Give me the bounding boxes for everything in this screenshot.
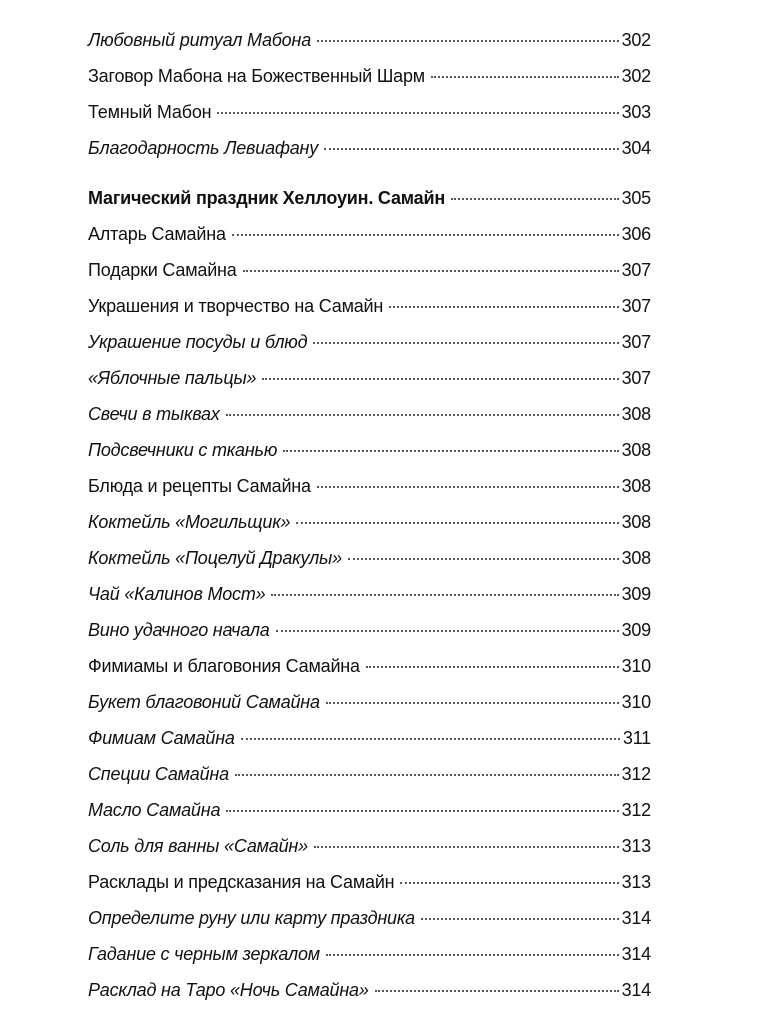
- dot-leader: [421, 918, 619, 920]
- toc-entry-page: 314: [621, 980, 651, 1000]
- dot-leader: [314, 846, 619, 848]
- toc-entry-title: Букет благовоний Самайна: [88, 692, 320, 712]
- toc-entry-title: Магический праздник Хеллоуин. Самайн: [88, 188, 445, 208]
- toc-entry-title: Чай «Калинов Мост»: [88, 584, 266, 604]
- toc-entry-page: 313: [621, 836, 651, 856]
- toc-entry: [88, 612, 651, 648]
- toc-entry-page: 310: [621, 692, 651, 712]
- toc-entry: [88, 864, 651, 900]
- toc-entry-title: Подарки Самайна: [88, 260, 237, 280]
- toc-entry-page: 308: [621, 476, 651, 496]
- dot-leader: [283, 450, 618, 452]
- dot-leader: [296, 522, 618, 524]
- dot-leader: [217, 112, 618, 114]
- toc-entry-page: 314: [621, 908, 651, 928]
- toc-entry-page: 309: [621, 584, 651, 604]
- toc-entry-title: Благодарность Левиафану: [88, 138, 319, 158]
- dot-leader: [389, 306, 618, 308]
- toc-entry-title: Коктейль «Поцелуй Дракулы»: [88, 548, 342, 568]
- toc-entry-page: 303: [621, 102, 651, 122]
- toc-entry-title: Фимиамы и благовония Самайна: [88, 656, 360, 676]
- toc-entry: [88, 576, 651, 612]
- toc-entry: [88, 22, 651, 58]
- toc-entry: [88, 756, 651, 792]
- dot-leader: [400, 882, 618, 884]
- toc-entry-title: Любовный ритуал Мабона: [88, 30, 312, 50]
- dot-leader: [232, 234, 619, 236]
- toc-entry: [88, 58, 651, 94]
- toc-entry-page: 304: [621, 138, 651, 158]
- toc-entry: [88, 288, 651, 324]
- dot-leader: [235, 774, 619, 776]
- toc-entry: [88, 972, 651, 1008]
- toc-entry-page: 311: [622, 728, 651, 748]
- toc-entry-title: Блюда и рецепты Самайна: [88, 476, 311, 496]
- toc-entry-page: 307: [621, 368, 651, 388]
- toc-entry-title: Вино удачного начала: [88, 620, 270, 640]
- toc-entry: [88, 648, 651, 684]
- dot-leader: [317, 40, 619, 42]
- dot-leader: [313, 342, 618, 344]
- toc-entry-page: 307: [621, 296, 651, 316]
- dot-leader: [317, 486, 619, 488]
- dot-leader: [226, 810, 618, 812]
- toc-entry-page: 312: [621, 764, 651, 784]
- toc-entry-page: 308: [621, 548, 651, 568]
- toc-entry: [88, 432, 651, 468]
- toc-entry: [88, 94, 651, 130]
- toc-entry-page: 305: [621, 188, 651, 208]
- toc-entry: [88, 504, 651, 540]
- toc-entry: [88, 792, 651, 828]
- toc-entry: [88, 324, 651, 360]
- toc-entry: [88, 900, 651, 936]
- toc-entry: [88, 720, 651, 756]
- toc-entry-page: 308: [621, 404, 651, 424]
- toc-entry: [88, 540, 651, 576]
- dot-leader: [226, 414, 619, 416]
- toc-entry-page: 309: [621, 620, 651, 640]
- toc-entry-page: 302: [621, 30, 651, 50]
- toc-entry-title: Коктейль «Могильщик»: [88, 512, 291, 532]
- toc-entry: [88, 396, 651, 432]
- toc-entry-title: Гадание с черным зеркалом: [88, 944, 320, 964]
- toc-entry-title: Определите руну или карту праздника: [88, 908, 415, 928]
- toc-entry: [88, 468, 651, 504]
- toc-entry: [88, 360, 651, 396]
- toc-entry-title: Масло Самайна: [88, 800, 221, 820]
- toc-entry-page: 302: [621, 66, 651, 86]
- toc-entry-page: 312: [621, 800, 651, 820]
- toc-entry-page: 306: [621, 224, 651, 244]
- dot-leader: [243, 270, 619, 272]
- toc-entry-title: Специи Самайна: [88, 764, 229, 784]
- toc-entry-page: 308: [621, 512, 651, 532]
- toc-entry-title: Подсвечники с тканью: [88, 440, 278, 460]
- dot-leader: [366, 666, 619, 668]
- toc-entry-title: Заговор Мабона на Божественный Шарм: [88, 66, 425, 86]
- toc-entry-title: Украшение посуды и блюд: [88, 332, 308, 352]
- toc-entry-page: 314: [621, 944, 651, 964]
- dot-leader: [262, 378, 618, 380]
- toc-entry: [88, 828, 651, 864]
- table-of-contents: [88, 22, 651, 1008]
- toc-entry-title: «Яблочные пальцы»: [88, 368, 257, 388]
- toc-entry-page: 308: [621, 440, 651, 460]
- toc-entry: [88, 684, 651, 720]
- toc-entry-title: Украшения и творчество на Самайн: [88, 296, 384, 316]
- dot-leader: [324, 148, 619, 150]
- toc-section-heading: [88, 180, 651, 216]
- toc-entry: [88, 216, 651, 252]
- toc-entry-title: Фимиам Самайна: [88, 728, 235, 748]
- toc-entry-title: Алтарь Самайна: [88, 224, 226, 244]
- toc-entry-title: Темный Мабон: [88, 102, 212, 122]
- toc-entry-page: 310: [621, 656, 651, 676]
- toc-entry-title: Расклады и предсказания на Самайн: [88, 872, 395, 892]
- toc-entry: [88, 252, 651, 288]
- toc-entry-title: Расклад на Таро «Ночь Самайна»: [88, 980, 369, 1000]
- dot-leader: [451, 198, 619, 200]
- toc-entry-title: Свечи в тыквах: [88, 404, 220, 424]
- dot-leader: [375, 990, 619, 992]
- dot-leader: [276, 630, 619, 632]
- toc-entry: [88, 936, 651, 972]
- dot-leader: [348, 558, 619, 560]
- toc-entry-page: 307: [621, 260, 651, 280]
- toc-entry: [88, 130, 651, 166]
- dot-leader: [271, 594, 618, 596]
- toc-entry-page: 313: [621, 872, 651, 892]
- dot-leader: [326, 702, 619, 704]
- toc-entry-page: 307: [621, 332, 651, 352]
- dot-leader: [431, 76, 619, 78]
- dot-leader: [326, 954, 619, 956]
- dot-leader: [241, 738, 620, 740]
- toc-entry-title: Соль для ванны «Самайн»: [88, 836, 308, 856]
